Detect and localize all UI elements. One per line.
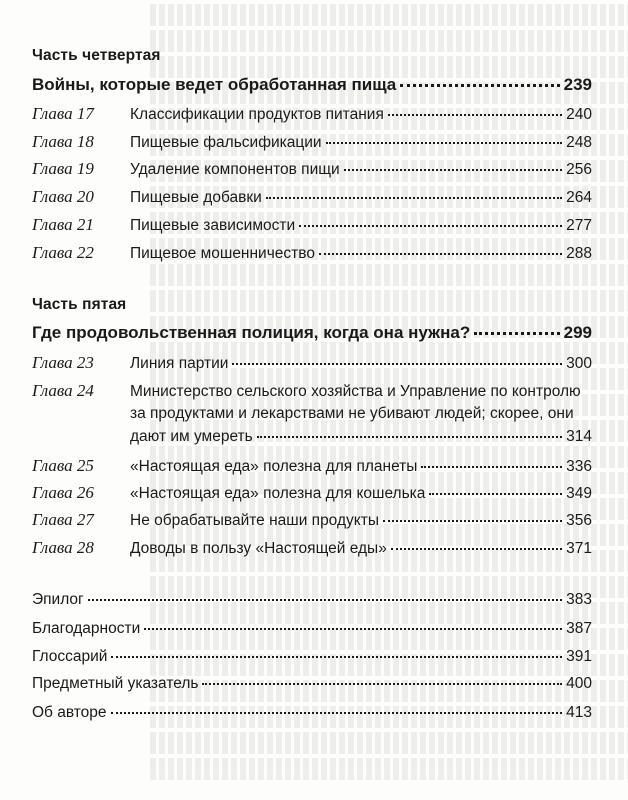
toc-entry-acknowledgements[interactable] xyxy=(32,620,592,638)
chapter-title: «Настоящая еда» полезна для кошелька xyxy=(130,485,426,502)
dot-leader xyxy=(326,142,563,144)
toc-entry-index[interactable] xyxy=(32,675,592,693)
part4-title-row[interactable] xyxy=(32,75,592,95)
chapter-title: Пищевые добавки xyxy=(130,189,262,206)
part5-title: Где продовольственная полиция, когда она нужна? xyxy=(32,323,471,342)
chapter-page: 240 xyxy=(566,106,592,123)
chapter-page: 371 xyxy=(566,540,592,557)
dot-leader xyxy=(111,656,562,658)
chapter-title: Пищевые фальсификации xyxy=(130,134,322,151)
chapter-label: Глава 21 xyxy=(32,215,94,234)
dot-leader xyxy=(388,114,562,116)
part4-title: Войны, которые ведет обработанная пища xyxy=(32,75,397,94)
chapter-page: 256 xyxy=(566,161,592,178)
chapter-title: Удаление компонентов пищи xyxy=(130,161,340,178)
chapter-title: Пищевые зависимости xyxy=(130,217,296,234)
dot-leader xyxy=(299,225,562,227)
toc-entry-chapter-23[interactable] xyxy=(32,353,592,373)
chapter-page: 248 xyxy=(566,134,592,151)
chapter-title: Пищевое мошенничество xyxy=(130,245,315,262)
chapter-label: Глава 18 xyxy=(32,132,94,151)
chapter-label: Глава 19 xyxy=(32,159,94,178)
toc-entry-chapter-18[interactable] xyxy=(32,132,592,152)
toc-entry-chapter-19[interactable] xyxy=(32,159,592,179)
chapter-title: Классификации продуктов питания xyxy=(130,106,384,123)
chapter-page: 277 xyxy=(566,217,592,234)
entry-title: Благодарности xyxy=(32,620,141,637)
toc-entry-glossary[interactable] xyxy=(32,648,592,666)
dot-leader xyxy=(111,712,563,714)
toc-entry-chapter-24[interactable] xyxy=(32,381,592,401)
entry-title: Глоссарий xyxy=(32,648,108,665)
dot-leader xyxy=(202,683,562,685)
entry-page: 391 xyxy=(566,648,592,665)
chapter-title-line-3: дают им умереть xyxy=(130,428,253,445)
chapter-page: 300 xyxy=(566,355,592,372)
chapter-page: 288 xyxy=(566,245,592,262)
entry-title: Эпилог xyxy=(32,591,84,608)
chapter-title: Линия партии xyxy=(130,355,229,372)
toc-entry-epilogue[interactable] xyxy=(32,591,592,609)
entry-title: Об авторе xyxy=(32,704,107,721)
chapter-page: 314 xyxy=(566,428,592,445)
chapter-label: Глава 20 xyxy=(32,187,94,206)
chapter-label: Глава 17 xyxy=(32,104,94,123)
chapter-label: Глава 28 xyxy=(32,538,94,557)
toc-entry-chapter-24-cont[interactable] xyxy=(32,405,592,423)
toc-entry-chapter-20[interactable] xyxy=(32,187,592,207)
dot-leader xyxy=(344,169,562,171)
dot-leader xyxy=(232,363,562,365)
dot-leader xyxy=(266,197,562,199)
chapter-label: Глава 25 xyxy=(32,456,94,475)
toc-entry-chapter-17[interactable] xyxy=(32,104,592,124)
dot-leader xyxy=(400,84,559,87)
chapter-title: Не обрабатывайте наши продукты xyxy=(130,512,379,529)
chapter-page: 349 xyxy=(566,485,592,502)
chapter-title-line-2: за продуктами и лекарствами не убивают людей; скорее, они xyxy=(130,405,574,422)
chapter-title-line-1: Министерство сельского хозяйства и Управление по контролю xyxy=(130,383,581,400)
chapter-label: Глава 24 xyxy=(32,381,94,400)
chapter-page: 336 xyxy=(566,458,592,475)
chapter-label: Глава 22 xyxy=(32,243,94,262)
dot-leader xyxy=(88,599,562,601)
chapter-title: Доводы в пользу «Настоящей еды» xyxy=(130,540,387,557)
entry-page: 387 xyxy=(566,620,592,637)
chapter-label: Глава 27 xyxy=(32,510,94,529)
toc-entry-chapter-21[interactable] xyxy=(32,215,592,235)
entry-page: 383 xyxy=(566,591,592,608)
dot-leader xyxy=(319,253,562,255)
part5-title-row[interactable] xyxy=(32,323,592,343)
dot-leader xyxy=(383,520,562,522)
chapter-label: Глава 23 xyxy=(32,353,94,372)
part5-heading: Часть пятая xyxy=(32,296,127,313)
chapter-page: 264 xyxy=(566,189,592,206)
dot-leader xyxy=(257,436,562,438)
toc-entry-chapter-24-end[interactable] xyxy=(32,428,592,446)
toc-entry-about-author[interactable] xyxy=(32,704,592,722)
dot-leader xyxy=(391,548,562,550)
entry-title: Предметный указатель xyxy=(32,675,199,692)
part5-page: 299 xyxy=(563,323,592,342)
toc-entry-chapter-27[interactable] xyxy=(32,510,592,530)
chapter-label: Глава 26 xyxy=(32,483,94,502)
toc-entry-chapter-26[interactable] xyxy=(32,483,592,503)
part4-page: 239 xyxy=(563,75,592,94)
toc-entry-chapter-28[interactable] xyxy=(32,538,592,558)
part4-heading: Часть четвертая xyxy=(32,47,161,64)
toc-entry-chapter-25[interactable] xyxy=(32,456,592,476)
entry-page: 413 xyxy=(566,704,592,721)
chapter-title: «Настоящая еда» полезна для планеты xyxy=(130,458,418,475)
dot-leader xyxy=(421,466,562,468)
dot-leader xyxy=(144,628,562,630)
chapter-page: 356 xyxy=(566,512,592,529)
toc-entry-chapter-22[interactable] xyxy=(32,243,592,263)
dot-leader xyxy=(429,493,562,495)
dot-leader xyxy=(474,332,559,335)
entry-page: 400 xyxy=(566,675,592,692)
